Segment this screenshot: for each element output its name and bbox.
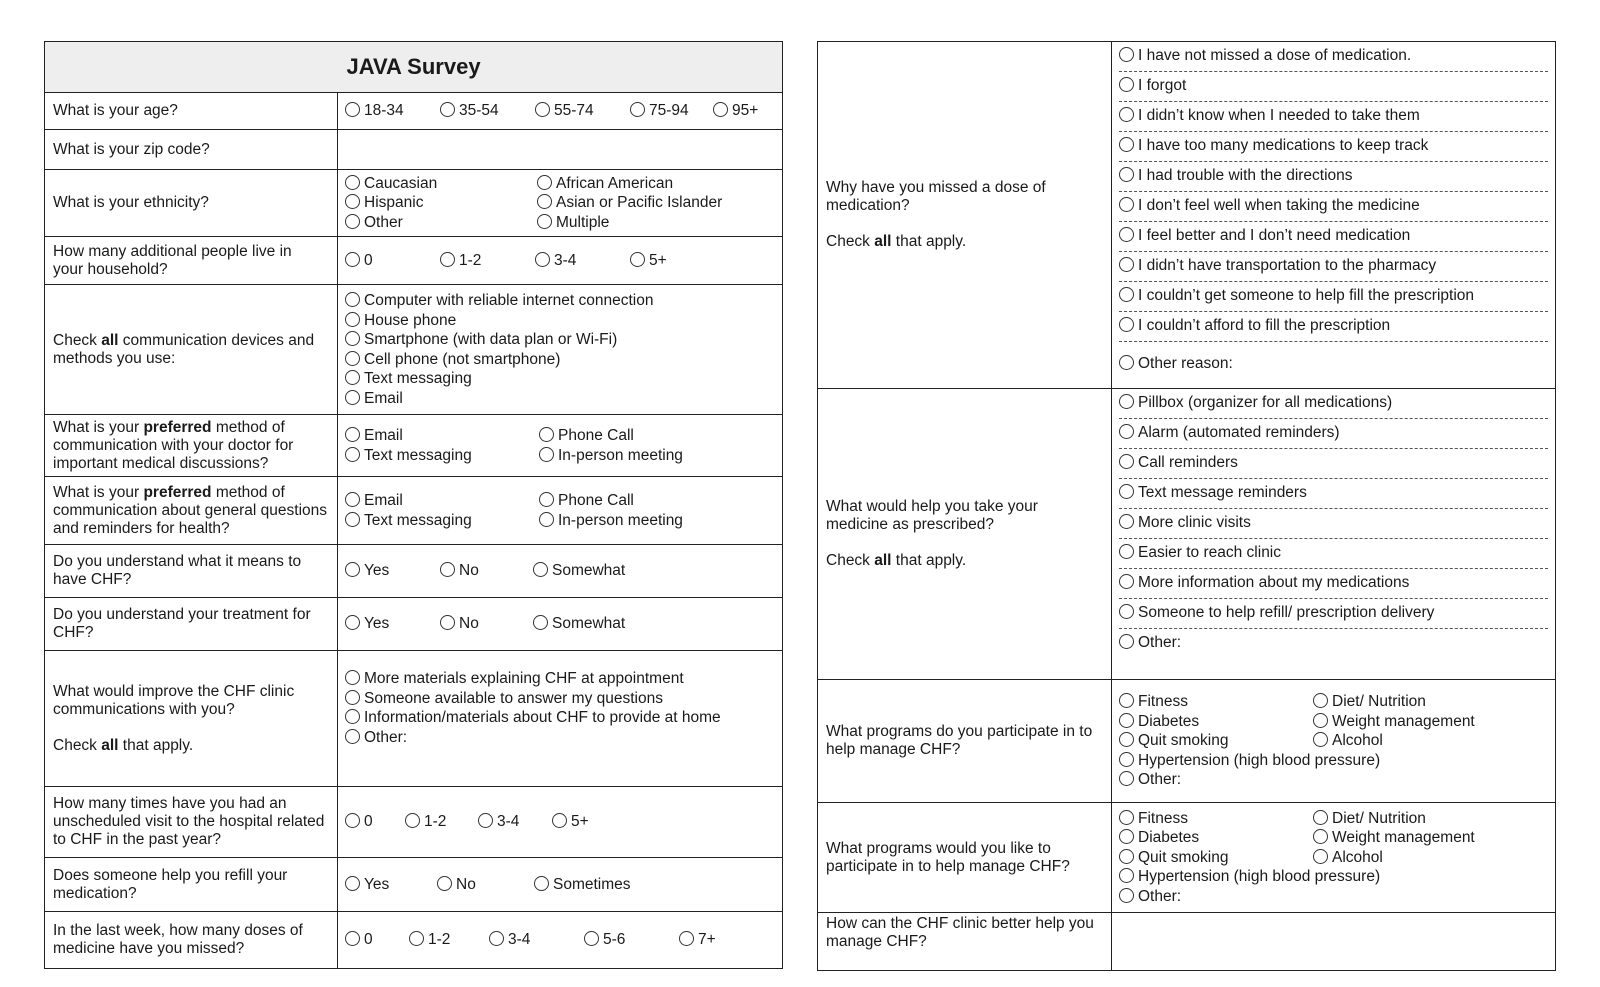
pref-doctor-option[interactable]: In-person meeting (539, 446, 775, 466)
understand-treatment-option[interactable]: Somewhat (533, 614, 625, 634)
help-take-option[interactable]: Someone to help refill/ prescription delivery (1119, 599, 1548, 629)
radio-icon (1119, 544, 1134, 559)
pref-general-option[interactable]: Email (345, 491, 539, 511)
radio-icon (345, 194, 360, 209)
devices-option[interactable]: House phone (345, 311, 775, 331)
programs-like-option[interactable]: Weight management (1313, 828, 1548, 848)
visits-option[interactable]: 1-2 (405, 812, 478, 832)
programs-like-option[interactable]: Other: (1119, 887, 1548, 907)
why-missed-option[interactable]: I couldn’t afford to fill the prescription (1119, 312, 1548, 342)
radio-icon (345, 292, 360, 307)
radio-icon (1119, 197, 1134, 212)
help-take-option[interactable]: Text message reminders (1119, 479, 1548, 509)
radio-icon (1119, 829, 1134, 844)
pref-doctor-option[interactable]: Text messaging (345, 446, 539, 466)
radio-icon (345, 512, 360, 527)
understand-chf-option[interactable]: Yes (345, 561, 440, 581)
pref-doctor-option[interactable]: Email (345, 426, 539, 446)
why-missed-option[interactable]: I feel better and I don’t need medication (1119, 222, 1548, 252)
missed-option[interactable]: 0 (345, 930, 409, 950)
radio-icon (440, 252, 455, 267)
radio-icon (552, 813, 567, 828)
radio-icon (537, 175, 552, 190)
missed-option[interactable]: 3-4 (489, 930, 584, 950)
pref-doctor-options (338, 415, 783, 477)
household-option[interactable]: 0 (345, 251, 440, 271)
improve-option[interactable]: Information/materials about CHF to provide at home (345, 708, 775, 728)
age-option[interactable]: 55-74 (535, 101, 630, 121)
radio-icon (345, 492, 360, 507)
radio-icon (1119, 888, 1134, 903)
age-option[interactable]: 18-34 (345, 101, 440, 121)
devices-question: Check all communication devices and methods you use: (45, 285, 338, 415)
programs-participate-option[interactable]: Fitness (1119, 692, 1313, 712)
radio-icon (345, 175, 360, 190)
radio-icon (345, 390, 360, 405)
radio-icon (1119, 137, 1134, 152)
zip-answer-field[interactable] (338, 130, 783, 170)
radio-icon (345, 447, 360, 462)
age-options (338, 93, 783, 130)
understand-treatment-question: Do you understand your treatment for CHF? (45, 598, 338, 651)
pref-general-options (338, 477, 783, 545)
visits-option[interactable]: 0 (345, 812, 405, 832)
pref-general-option[interactable]: Phone Call (539, 491, 775, 511)
why-missed-option[interactable]: I couldn’t get someone to help fill the prescription (1119, 282, 1548, 312)
help-take-option[interactable]: Other: (1119, 629, 1548, 658)
ethnicity-option[interactable]: Multiple (537, 213, 775, 233)
radio-icon (679, 931, 694, 946)
age-question: What is your age? (45, 93, 338, 130)
radio-icon (1119, 394, 1134, 409)
radio-icon (535, 252, 550, 267)
programs-like-question: What programs would you like to participate in to help manage CHF? (818, 803, 1112, 913)
missed-options (338, 912, 783, 969)
understand-chf-option[interactable]: Somewhat (533, 561, 625, 581)
radio-icon (345, 709, 360, 724)
help-take-option[interactable]: More information about my medications (1119, 569, 1548, 599)
understand-chf-option[interactable]: No (440, 561, 533, 581)
devices-option[interactable]: Smartphone (with data plan or Wi-Fi) (345, 330, 775, 350)
why-missed-options (1112, 42, 1556, 389)
radio-icon (345, 690, 360, 705)
radio-icon (1119, 107, 1134, 122)
refill-help-option[interactable]: Yes (345, 875, 437, 895)
ethnicity-option[interactable]: Caucasian (345, 174, 537, 194)
visits-question: How many times have you had an unscheduled visit to the hospital related to CHF in the past year? (45, 787, 338, 858)
programs-like-options (1112, 803, 1556, 913)
radio-icon (1119, 604, 1134, 619)
programs-like-option[interactable]: Diabetes (1119, 828, 1313, 848)
radio-icon (345, 331, 360, 346)
understand-treatment-option[interactable]: No (440, 614, 533, 634)
survey-title: JAVA Survey (45, 42, 783, 93)
radio-icon (345, 876, 360, 891)
radio-icon (1119, 752, 1134, 767)
help-take-question: What would help you take your medicine as prescribed? Check all that apply. (818, 389, 1112, 680)
understand-treatment-options (338, 598, 783, 651)
pref-general-option[interactable]: Text messaging (345, 511, 539, 531)
ethnicity-question: What is your ethnicity? (45, 170, 338, 237)
ethnicity-option[interactable]: Hispanic (345, 193, 537, 213)
ethnicity-options (338, 170, 783, 237)
pref-doctor-option[interactable]: Phone Call (539, 426, 775, 446)
why-missed-option[interactable]: I have too many medications to keep track (1119, 132, 1548, 162)
devices-option[interactable]: Email (345, 389, 775, 409)
why-missed-option[interactable]: Other reason: (1119, 342, 1548, 379)
radio-icon (345, 370, 360, 385)
programs-participate-option[interactable]: Quit smoking (1119, 731, 1313, 751)
understand-treatment-option[interactable]: Yes (345, 614, 440, 634)
radio-icon (345, 813, 360, 828)
help-take-option[interactable]: Alarm (automated reminders) (1119, 419, 1548, 449)
radio-icon (1119, 693, 1134, 708)
programs-participate-question: What programs do you participate in to help manage CHF? (818, 680, 1112, 803)
radio-icon (1119, 257, 1134, 272)
understand-chf-question: Do you understand what it means to have CHF? (45, 545, 338, 598)
radio-icon (345, 670, 360, 685)
devices-option[interactable]: Computer with reliable internet connection (345, 291, 775, 311)
radio-icon (1119, 810, 1134, 825)
radio-icon (409, 931, 424, 946)
radio-icon (345, 615, 360, 630)
radio-icon (1119, 287, 1134, 302)
visits-options (338, 787, 783, 858)
radio-icon (345, 312, 360, 327)
household-option[interactable]: 1-2 (440, 251, 535, 271)
radio-icon (345, 729, 360, 744)
radio-icon (1119, 713, 1134, 728)
better-help-answer-field[interactable] (1112, 913, 1556, 971)
pref-doctor-question: What is your preferred method of communication with your doctor for important medical discussions? (45, 415, 338, 477)
improve-question: What would improve the CHF clinic communications with you? Check all that apply. (45, 651, 338, 787)
radio-icon (537, 214, 552, 229)
programs-participate-option[interactable]: Hypertension (high blood pressure) (1119, 751, 1548, 771)
better-help-question: How can the CHF clinic better help you manage CHF? (818, 913, 1112, 971)
radio-icon (1313, 693, 1328, 708)
radio-icon (1313, 713, 1328, 728)
improve-option[interactable]: Someone available to answer my questions (345, 689, 775, 709)
age-option[interactable]: 95+ (713, 101, 758, 121)
programs-like-option[interactable]: Alcohol (1313, 848, 1548, 868)
radio-icon (539, 427, 554, 442)
radio-icon (630, 102, 645, 117)
zip-question: What is your zip code? (45, 130, 338, 170)
devices-option[interactable]: Cell phone (not smartphone) (345, 350, 775, 370)
why-missed-option[interactable]: I don’t feel well when taking the medicine (1119, 192, 1548, 222)
radio-icon (1119, 849, 1134, 864)
radio-icon (440, 562, 455, 577)
radio-icon (437, 876, 452, 891)
why-missed-option[interactable]: I didn’t know when I needed to take them (1119, 102, 1548, 132)
radio-icon (584, 931, 599, 946)
improve-option[interactable]: Other: (345, 728, 775, 748)
programs-participate-option[interactable]: Other: (1119, 770, 1548, 790)
ethnicity-option[interactable]: Asian or Pacific Islander (537, 193, 775, 213)
programs-like-option[interactable]: Fitness (1119, 809, 1313, 829)
radio-icon (478, 813, 493, 828)
survey-left-table (44, 41, 783, 969)
programs-participate-option[interactable]: Diabetes (1119, 712, 1313, 732)
improve-options (338, 651, 783, 787)
radio-icon (1119, 167, 1134, 182)
radio-icon (1119, 424, 1134, 439)
radio-icon (534, 876, 549, 891)
visits-option[interactable]: 5+ (552, 812, 589, 832)
devices-options (338, 285, 783, 415)
radio-icon (535, 102, 550, 117)
why-missed-option[interactable]: I forgot (1119, 72, 1548, 102)
refill-help-question: Does someone help you refill your medication? (45, 858, 338, 912)
radio-icon (1119, 77, 1134, 92)
radio-icon (405, 813, 420, 828)
radio-icon (1119, 732, 1134, 747)
radio-icon (630, 252, 645, 267)
household-question: How many additional people live in your household? (45, 237, 338, 285)
programs-like-option[interactable]: Quit smoking (1119, 848, 1313, 868)
radio-icon (1313, 849, 1328, 864)
missed-option[interactable]: 1-2 (409, 930, 489, 950)
refill-help-option[interactable]: Sometimes (534, 875, 631, 895)
radio-icon (345, 102, 360, 117)
radio-icon (1313, 810, 1328, 825)
programs-participate-option[interactable]: Weight management (1313, 712, 1548, 732)
radio-icon (440, 615, 455, 630)
household-options (338, 237, 783, 285)
radio-icon (345, 931, 360, 946)
radio-icon (1119, 634, 1134, 649)
radio-icon (1119, 355, 1134, 370)
ethnicity-option[interactable]: Other (345, 213, 537, 233)
ethnicity-option[interactable]: African American (537, 174, 775, 194)
devices-option[interactable]: Text messaging (345, 369, 775, 389)
radio-icon (1119, 317, 1134, 332)
radio-icon (345, 562, 360, 577)
radio-icon (1119, 868, 1134, 883)
programs-participate-option[interactable]: Alcohol (1313, 731, 1548, 751)
radio-icon (539, 492, 554, 507)
age-option[interactable]: 75-94 (630, 101, 713, 121)
why-missed-option[interactable]: I didn’t have transportation to the pharmacy (1119, 252, 1548, 282)
why-missed-option[interactable]: I have not missed a dose of medication. (1119, 42, 1548, 72)
radio-icon (345, 214, 360, 229)
help-take-option[interactable]: Call reminders (1119, 449, 1548, 479)
radio-icon (1119, 484, 1134, 499)
pref-general-option[interactable]: In-person meeting (539, 511, 775, 531)
radio-icon (489, 931, 504, 946)
why-missed-option[interactable]: I had trouble with the directions (1119, 162, 1548, 192)
programs-participate-option[interactable]: Diet/ Nutrition (1313, 692, 1548, 712)
radio-icon (533, 615, 548, 630)
radio-icon (537, 194, 552, 209)
household-option[interactable]: 5+ (630, 251, 667, 271)
refill-help-option[interactable]: No (437, 875, 534, 895)
radio-icon (345, 252, 360, 267)
missed-option[interactable]: 5-6 (584, 930, 679, 950)
age-option[interactable]: 35-54 (440, 101, 535, 121)
visits-option[interactable]: 3-4 (478, 812, 552, 832)
survey-right-table (817, 41, 1556, 971)
radio-icon (1119, 514, 1134, 529)
help-take-option[interactable]: Easier to reach clinic (1119, 539, 1548, 569)
help-take-option[interactable]: Pillbox (organizer for all medications) (1119, 389, 1548, 419)
help-take-option[interactable]: More clinic visits (1119, 509, 1548, 539)
radio-icon (539, 447, 554, 462)
radio-icon (345, 427, 360, 442)
radio-icon (1119, 47, 1134, 62)
radio-icon (345, 351, 360, 366)
refill-help-options (338, 858, 783, 912)
household-option[interactable]: 3-4 (535, 251, 630, 271)
programs-participate-options (1112, 680, 1556, 803)
radio-icon (1119, 574, 1134, 589)
radio-icon (1313, 829, 1328, 844)
radio-icon (533, 562, 548, 577)
programs-like-option[interactable]: Hypertension (high blood pressure) (1119, 867, 1548, 887)
improve-option[interactable]: More materials explaining CHF at appointment (345, 669, 775, 689)
pref-general-question: What is your preferred method of communication about general questions and reminders for health? (45, 477, 338, 545)
missed-option[interactable]: 7+ (679, 930, 716, 950)
radio-icon (1119, 771, 1134, 786)
radio-icon (539, 512, 554, 527)
missed-question: In the last week, how many doses of medicine have you missed? (45, 912, 338, 969)
radio-icon (713, 102, 728, 117)
radio-icon (1119, 227, 1134, 242)
understand-chf-options (338, 545, 783, 598)
radio-icon (440, 102, 455, 117)
help-take-options (1112, 389, 1556, 680)
why-missed-question: Why have you missed a dose of medication? Check all that apply. (818, 42, 1112, 389)
programs-like-option[interactable]: Diet/ Nutrition (1313, 809, 1548, 829)
radio-icon (1313, 732, 1328, 747)
radio-icon (1119, 454, 1134, 469)
